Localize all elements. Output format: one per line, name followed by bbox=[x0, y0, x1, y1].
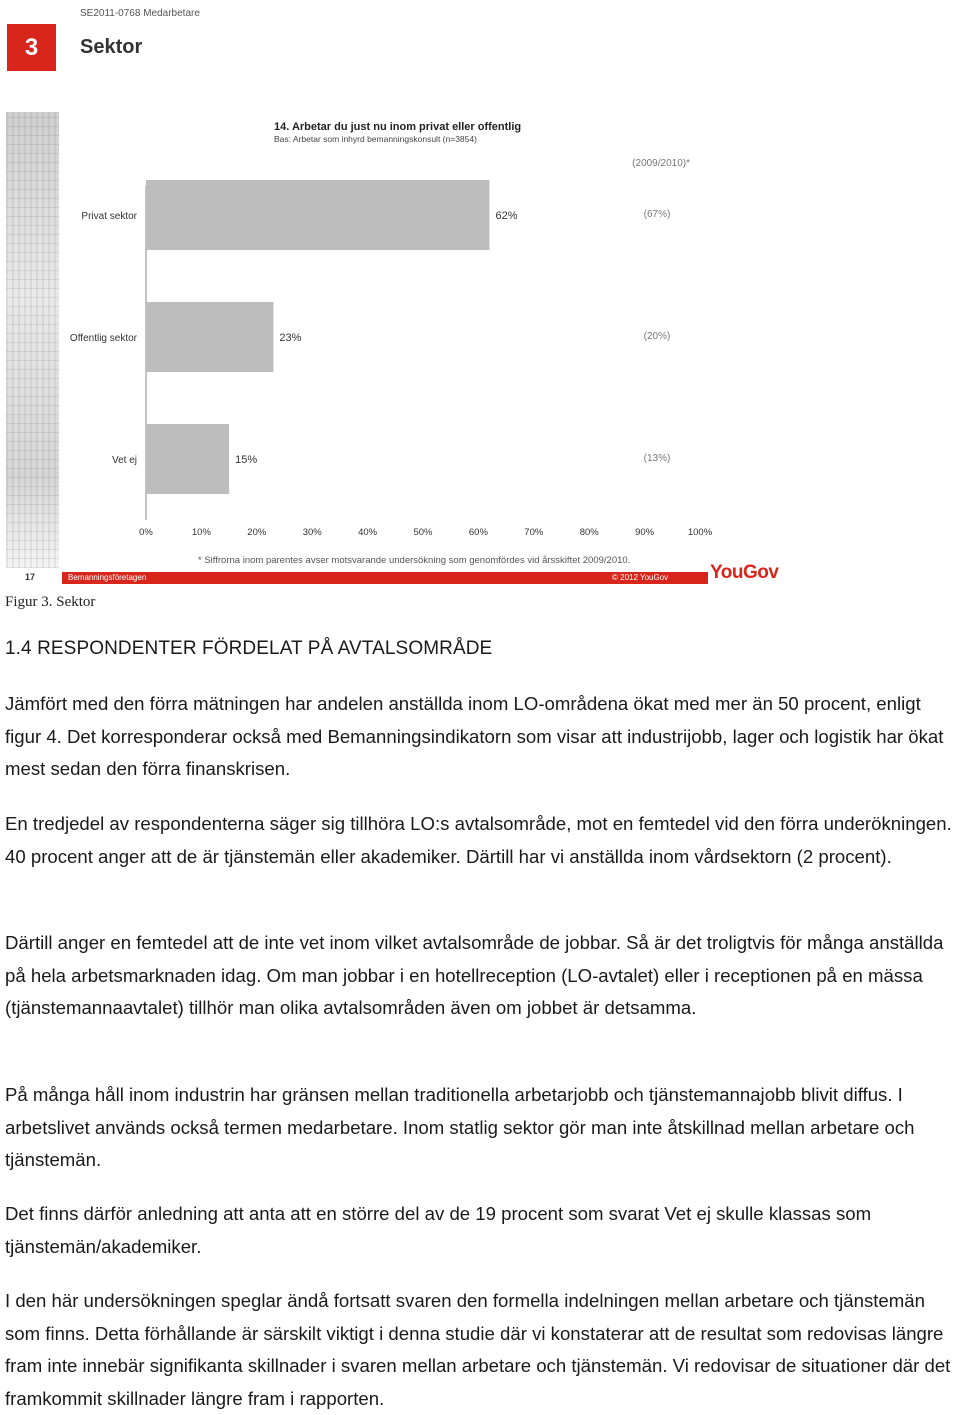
bar-1 bbox=[146, 302, 273, 372]
bar-0 bbox=[146, 180, 489, 250]
chart-footnote: * Siffrorna inom parentes avser motsvarande undersökning som genomfördes vid årsskiftet 2009/2010. bbox=[198, 555, 631, 566]
x-tick-label: 10% bbox=[191, 527, 211, 538]
comparison-label: (67%) bbox=[643, 209, 671, 220]
paragraph-1: Jämfört med den förra mätningen har andelen anställda inom LO-områdena ökat med mer än 50 procent, enligt figur 4. Det korresponderar också med Bemanningsindikatorn som visar att industrijobb, lager och logistik har ökat mest sedan den förra finanskrisen. bbox=[5, 693, 944, 779]
paragraph-6: I den här undersökningen speglar ändå fortsatt svaren den formella indelningen mellan arbetare och tjänstemän som finns. Detta förhållande är särskilt viktigt i denna studie där vi konstaterar att de resultat som redovisas längre fram inte innebär signifikanta skillnader i svaren mellan arbetare och tjänstemän. Vi redovisar de situationer där det framkommit skillnader längre fram i rapporten. bbox=[5, 1290, 951, 1409]
paragraph-4: På många håll inom industrin har gränsen mellan traditionella arbetarjobb och tjänstemannajobb blivit diffus. I arbetslivet används också termen medarbetare. Inom statlig sektor gör man inte åtskillnad mellan arbetare och tjänstemän. bbox=[5, 1084, 915, 1170]
category-label: Offentlig sektor bbox=[69, 333, 137, 344]
x-tick-label: 70% bbox=[524, 527, 544, 538]
chart-subtitle: Bas: Arbetar som inhyrd bemanningskonsult (n=3854) bbox=[274, 134, 477, 144]
comparison-label: (20%) bbox=[643, 331, 671, 342]
x-tick-label: 30% bbox=[302, 527, 322, 538]
slide-footer-right: © 2012 YouGov bbox=[612, 573, 669, 582]
category-label: Vet ej bbox=[111, 455, 137, 466]
bar-2 bbox=[146, 424, 229, 494]
sector-bar-chart bbox=[0, 0, 780, 592]
x-tick-label: 0% bbox=[139, 527, 153, 538]
value-label: 15% bbox=[235, 454, 258, 466]
chapter-title: Sektor bbox=[80, 36, 143, 58]
section-heading: 1.4 RESPONDENTER FÖRDELAT PÅ AVTALSOMRÅDE bbox=[5, 638, 493, 659]
slide-footer-left: Bemanningsföretagen bbox=[68, 573, 147, 582]
paragraph-2: En tredjedel av respondenterna säger sig tillhöra LO:s avtalsområde, mot en femtedel vid den förra underökningen. 40 procent anger att de är tjänstemän eller akademiker. Därtill har vi anställda inom vårdsektorn (2 procent). bbox=[5, 813, 952, 867]
yougov-logo: YouGov bbox=[710, 562, 779, 583]
x-tick-label: 20% bbox=[247, 527, 267, 538]
value-label: 62% bbox=[495, 210, 518, 222]
figure-caption: Figur 3. Sektor bbox=[5, 594, 96, 610]
x-tick-label: 90% bbox=[635, 527, 655, 538]
x-tick-label: 100% bbox=[687, 527, 713, 538]
chapter-number-badge: 3 bbox=[7, 24, 56, 71]
chart-title: 14. Arbetar du just nu inom privat eller offentlig bbox=[274, 121, 522, 133]
slide-header-code: SE2011-0768 Medarbetare bbox=[80, 8, 200, 19]
slide-image bbox=[0, 0, 780, 592]
x-tick-label: 80% bbox=[579, 527, 599, 538]
paragraph-5: Det finns därför anledning att anta att en större del av de 19 procent som svarat Vet ej skulle klassas som tjänstemän/akademiker. bbox=[5, 1203, 872, 1257]
x-tick-label: 40% bbox=[358, 527, 378, 538]
x-tick-label: 50% bbox=[413, 527, 433, 538]
value-label: 23% bbox=[279, 332, 302, 344]
comparison-header: (2009/2010)* bbox=[632, 158, 690, 169]
category-label: Privat sektor bbox=[81, 211, 137, 222]
slide-page-number: 17 bbox=[25, 572, 36, 582]
x-tick-label: 60% bbox=[468, 527, 488, 538]
comparison-label: (13%) bbox=[643, 453, 671, 464]
paragraph-3: Därtill anger en femtedel att de inte vet inom vilket avtalsområde de jobbar. Så är det troligtvis för många anställda på hela arbetsmarknaden idag. Om man jobbar i en hotellreception (LO-avtalet) eller i receptionen på en mässa (tjänstemannaavtalet) tillhör man olika avtalsområden även om jobbet är detsamma. bbox=[5, 932, 944, 1018]
